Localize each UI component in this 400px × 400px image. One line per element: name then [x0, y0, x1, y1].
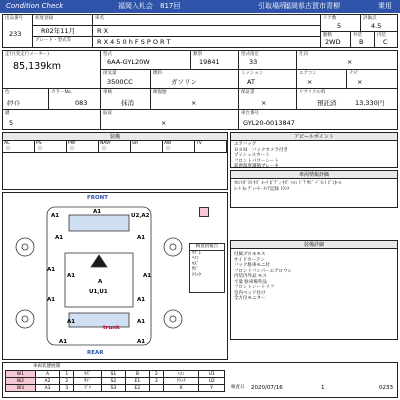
interior-grade: C: [383, 38, 388, 46]
recycle-status: 預託済: [317, 99, 337, 107]
damage-mark: A1: [137, 339, 146, 345]
inspector-line: ﾌﾛﾝﾄｶﾞﾗｽ ｷｽﾞ ﾙｰﾌ ﾎﾞﾃﾞｨ ｷｽﾞ ﾍｺﾐ ﾄﾞｱ ｻﾋﾞ ﾍﾟｲﾝﾄ ﾋﾟﾝﾎｰﾙ: [234, 181, 342, 186]
aircon: ×: [307, 78, 313, 86]
extras-line: フロントシートリフ: [234, 285, 275, 290]
exchange-marker: [199, 207, 209, 217]
damage-mark: A1: [67, 273, 76, 279]
footer-title: 車両状態展開: [33, 364, 60, 369]
extras-line: サイドカーテン: [234, 257, 265, 263]
legend-cell: ﾌﾞﾂ: [74, 385, 102, 392]
spec-grid: 走行(実走行メーター) 85,139km 型式 6AA-GYL20W 類別 19841 型式指定 33 仕向 × 排気量 3500CC 燃料 ガソリン ミッション AT エアコン × ナビ × 色 ﾎﾜｲﾄ カラーNo. 083 車検 抹消 修復歴 × 保証書 × リサイクル料 預託済 13,330円 鍵 5 取説 × 車台番号 GYL20-0013847: [2, 50, 398, 130]
stock-no-cell: 出品番号 233: [3, 15, 33, 48]
inspector-title: 車両情報評価: [231, 171, 397, 179]
displacement: 3500CC: [107, 78, 133, 86]
appeal-line: 前席温度調節ブレーキ: [234, 164, 279, 169]
legend-cell: ｷｽﾞ: [74, 371, 102, 378]
fuel: ガソリン: [171, 78, 197, 86]
equipment-navi: NAVI ○: [99, 141, 131, 153]
damage-mark: A: [98, 279, 103, 285]
inspector-lines: [234, 181, 394, 192]
appeal-panel: [230, 132, 398, 168]
damage-mark: U1,U1: [89, 289, 108, 295]
footer-panel: [2, 362, 398, 398]
footer-legend-table: [5, 370, 225, 392]
extras-title: 装備詳細: [231, 241, 397, 249]
equipment-sr: SR: [131, 141, 163, 153]
damage-mark: A1: [51, 213, 60, 219]
equipment-mark: ○: [166, 146, 170, 151]
legend-cell: X: [163, 385, 199, 392]
extras-line: フロントバンパーエアロウレ: [234, 268, 293, 274]
equipment-aw: AW ○: [163, 141, 195, 153]
inspection-date-label: 検査日: [231, 385, 245, 390]
appeal-line: ＢＳＭ バックカメラ付き: [234, 147, 288, 153]
chassis-number: GYL20-0013847: [243, 119, 295, 127]
damage-mark: A1: [137, 235, 146, 241]
legend-item: ｷｽﾞ: [192, 261, 199, 267]
damage-mark: A1: [93, 209, 102, 215]
legend-row: [6, 371, 225, 378]
extras-lines: [234, 252, 394, 302]
extras-panel: [230, 240, 398, 340]
recycle-amount: 13,330円: [355, 99, 385, 107]
legend-cell: ﾍｺﾐ: [163, 371, 199, 378]
extras-line: 室内ベッド付け: [234, 290, 266, 296]
legend-cell: 1: [60, 371, 74, 378]
legend-cell: Y: [199, 385, 225, 392]
damage-mark: A1: [55, 235, 64, 241]
equipment-mark: ○: [102, 146, 106, 151]
rear-label: REAR: [87, 350, 104, 356]
equipment-tv: TV: [195, 141, 227, 153]
legend-cell: W3: [6, 385, 36, 392]
front-label: FRONT: [87, 195, 109, 201]
header-bar: [0, 0, 400, 13]
equipment-pw: PW ○: [67, 141, 99, 153]
inspector-line: ｼｰﾄ ｽﾚ ﾃﾞｨｰﾗｰ ﾒﾝﾃ記録 ﾄﾗﾝｸ: [234, 186, 290, 192]
color-code: 083: [75, 99, 88, 107]
type-code: 6AA-GYL20W: [107, 58, 150, 66]
legend-cell: W1: [6, 371, 36, 378]
damage-diagram: [2, 192, 228, 360]
damage-mark: U2,A2: [131, 213, 150, 219]
extras-line: 内装内外品 モス: [234, 274, 267, 279]
appeal-lines: [234, 142, 394, 170]
model-name: R X: [97, 27, 109, 35]
equipment-panel: [2, 132, 228, 190]
legend-cell: E1: [125, 378, 149, 385]
sheet-title: Condition Check: [6, 2, 64, 10]
car-category: 乗用: [378, 2, 392, 10]
legend-item: ｸﾗｯｸ: [192, 272, 201, 278]
legend-cell: U1: [199, 371, 225, 378]
grade: R X 4 5 0 h F S P O R T: [97, 38, 171, 46]
drive: 2WD: [325, 38, 341, 46]
appeal-line: プッシュスタート: [234, 153, 270, 158]
legend-cell: 3: [149, 378, 163, 385]
color: ﾎﾜｲﾄ: [7, 99, 20, 107]
legend-cell: A2: [35, 378, 60, 385]
trunk-label: trunk: [103, 325, 120, 331]
damage-legend: 検査員報告 ﾔﾌﾞﾚ ﾍｺﾐ ｷｽﾞ ｻﾋﾞ ｸﾗｯｸ: [189, 243, 225, 293]
legend-cell: W2: [6, 378, 36, 385]
inspection: 抹消: [121, 99, 134, 107]
extras-line: 寸量 駐車場外品: [234, 279, 267, 285]
extras-line: 付属プロモモス: [234, 252, 266, 257]
legend-cell: 2: [149, 371, 163, 378]
appeal-line: フロントパワーシート: [234, 158, 279, 164]
inspector-panel: [230, 170, 398, 208]
venue: 福岡県古賀市青柳: [284, 2, 340, 10]
damage-mark: A1: [137, 297, 146, 303]
damage-mark: A1: [59, 339, 68, 345]
damage-mark: A1: [47, 267, 56, 273]
score: 4.5: [371, 22, 382, 30]
legend-row: [6, 378, 225, 385]
top-info-grid: 出品番号 233 初度登録 R02年11月 車名 R X グレード・型式等 R X 4 5 0 h F S P O R T ドア数 5 評価点 4.5 駆動 2WD 外装 B 内装 C: [2, 14, 398, 48]
legend-cell: [149, 385, 163, 392]
stock-no: 233: [9, 30, 22, 38]
legend-cell: 2: [60, 378, 74, 385]
auction-name: 福岡入札会: [118, 2, 153, 10]
inspection-date: 2020/07/16: [251, 385, 283, 391]
legend-cell: S1: [101, 371, 125, 378]
legend-cell: U2: [199, 378, 225, 385]
damage-mark: A1: [47, 297, 56, 303]
damage-mark: A1: [143, 273, 152, 279]
damage-mark: A1: [137, 319, 146, 325]
extras-line: バック駐車モニ付: [234, 263, 270, 268]
lot-number: 817回: [160, 2, 181, 10]
equipment-mark: ○: [38, 146, 42, 151]
equipment-row: [3, 141, 227, 153]
keys: 5: [9, 119, 14, 127]
legend-row: [6, 385, 225, 392]
repair-history: ×: [191, 99, 197, 107]
legend-cell: S3: [101, 385, 125, 392]
exterior-grade: B: [359, 38, 364, 46]
legend-cell: ｸﾗｯｸ: [163, 378, 199, 385]
legend-cell: ｻﾋﾞ: [74, 378, 102, 385]
equipment-ps: PS ○: [35, 141, 67, 153]
inspector-number: 1: [321, 385, 325, 391]
legend-cell: A: [35, 371, 60, 378]
appeal-title: アピールポイント: [231, 133, 397, 141]
first-reg: R02年11月: [41, 27, 76, 35]
legend-item: ｻﾋﾞ: [192, 267, 199, 272]
category-no: 19841: [199, 58, 220, 66]
legend-cell: E2: [125, 385, 149, 392]
equipment-mark: ○: [6, 146, 10, 151]
manual: ×: [161, 119, 167, 127]
appeal-line: エアバッグ: [234, 142, 257, 147]
extras-line: 全方位モニター: [234, 296, 266, 301]
transmission: AT: [247, 78, 255, 86]
legend-cell: 3: [60, 385, 74, 392]
destination: ×: [347, 58, 353, 66]
lot-code: 0233: [379, 385, 393, 391]
legend-cell: S2: [101, 378, 125, 385]
equipment-title: 装備: [3, 133, 227, 141]
legend-item: ﾔﾌﾞﾚ: [192, 250, 201, 256]
damage-mark: A1: [67, 319, 76, 325]
model-code: 33: [249, 58, 258, 66]
legend-cell: A3: [35, 385, 60, 392]
mileage: 85,139km: [13, 61, 61, 72]
doors: 5: [337, 22, 342, 30]
warranty: ×: [261, 99, 267, 107]
equipment-mark: ○: [70, 146, 74, 151]
legend-item: ﾍｺﾐ: [192, 256, 199, 261]
equipment-ac: AC ○: [3, 141, 35, 153]
legend-cell: B: [125, 371, 149, 378]
venue-label: 引取場所：: [258, 2, 293, 10]
navi: ×: [357, 78, 363, 86]
